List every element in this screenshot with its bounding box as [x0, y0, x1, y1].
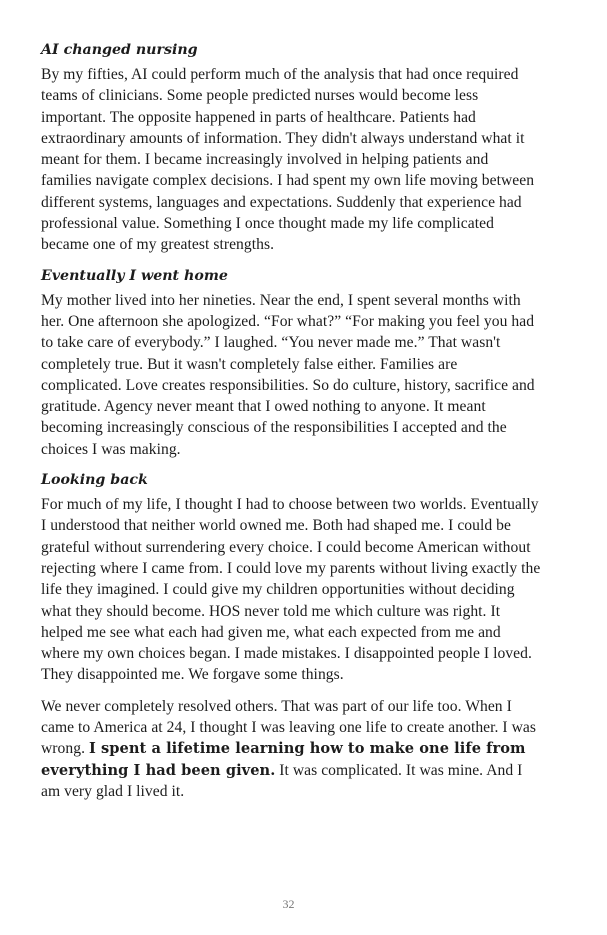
section-ai-changed-nursing: [41, 40, 541, 256]
section-looking-back: [41, 470, 541, 802]
section-paragraph: By my fifties, AI could perform much of the analysis that had once required teams of clinicians. Some people predicted nurses would become less important. The opposite happened in parts of healthcare. Patients had extraordinary amounts of information. They didn't always understand what it meant for them. I became increasingly involved in helping patients and families navigate complex decisions. I had spent my own life moving between different systems, languages and expectations. Suddenly that experience had professional value. Something I once thought made my life complicated became one of my greatest strengths.: [41, 66, 535, 254]
final-paragraph-closing: It was complicated. It was mine. And I am very glad I lived it.: [41, 761, 523, 800]
section-eventually-i-went-home: [41, 266, 541, 460]
page-number: 32: [282, 897, 295, 911]
emphasized-sentence: I spent a lifetime learning how to make one life from everything I had been given.: [41, 740, 526, 779]
section-heading: Looking back: [41, 472, 148, 489]
page-body: [41, 40, 541, 812]
section-heading: Eventually I went home: [41, 267, 228, 284]
final-paragraph-text: We never completely resolved others. That was part of our life too. When I came to America at 24, I thought I was leaving one life to create another. I was wrong.: [41, 697, 537, 758]
section-paragraph: My mother lived into her nineties. Near the end, I spent several months with her. One afternoon she apologized. “For what?” “For making you feel you had to take care of everybody.” I laughed. “You never made me.” That wasn't completely true. But it wasn't completely false either. Families are complicated. Love creates responsibilities. So do culture, history, sacrifice and gratitude. Agency never meant that I owed nothing to anyone. It meant becoming increasingly conscious of the responsibilities I accepted and the choices I was making.: [41, 291, 535, 458]
section-paragraph: For much of my life, I thought I had to choose between two worlds. Eventually I understood that neither world owned me. Both had shaped me. I could be grateful without surrendering every choice. I could become American without rejecting where I came from. I could love my parents without living exactly the life they imagined. I could give my children opportunities without deciding what they should become. HOS never told me which culture was right. It helped me see what each had given me, what each expected from me and where my own choices began. I made mistakes. I disappointed people I loved. They disappointed me. We forgave some things.: [41, 496, 541, 684]
final-paragraph: [41, 696, 541, 802]
section-heading: AI changed nursing: [41, 42, 198, 58]
